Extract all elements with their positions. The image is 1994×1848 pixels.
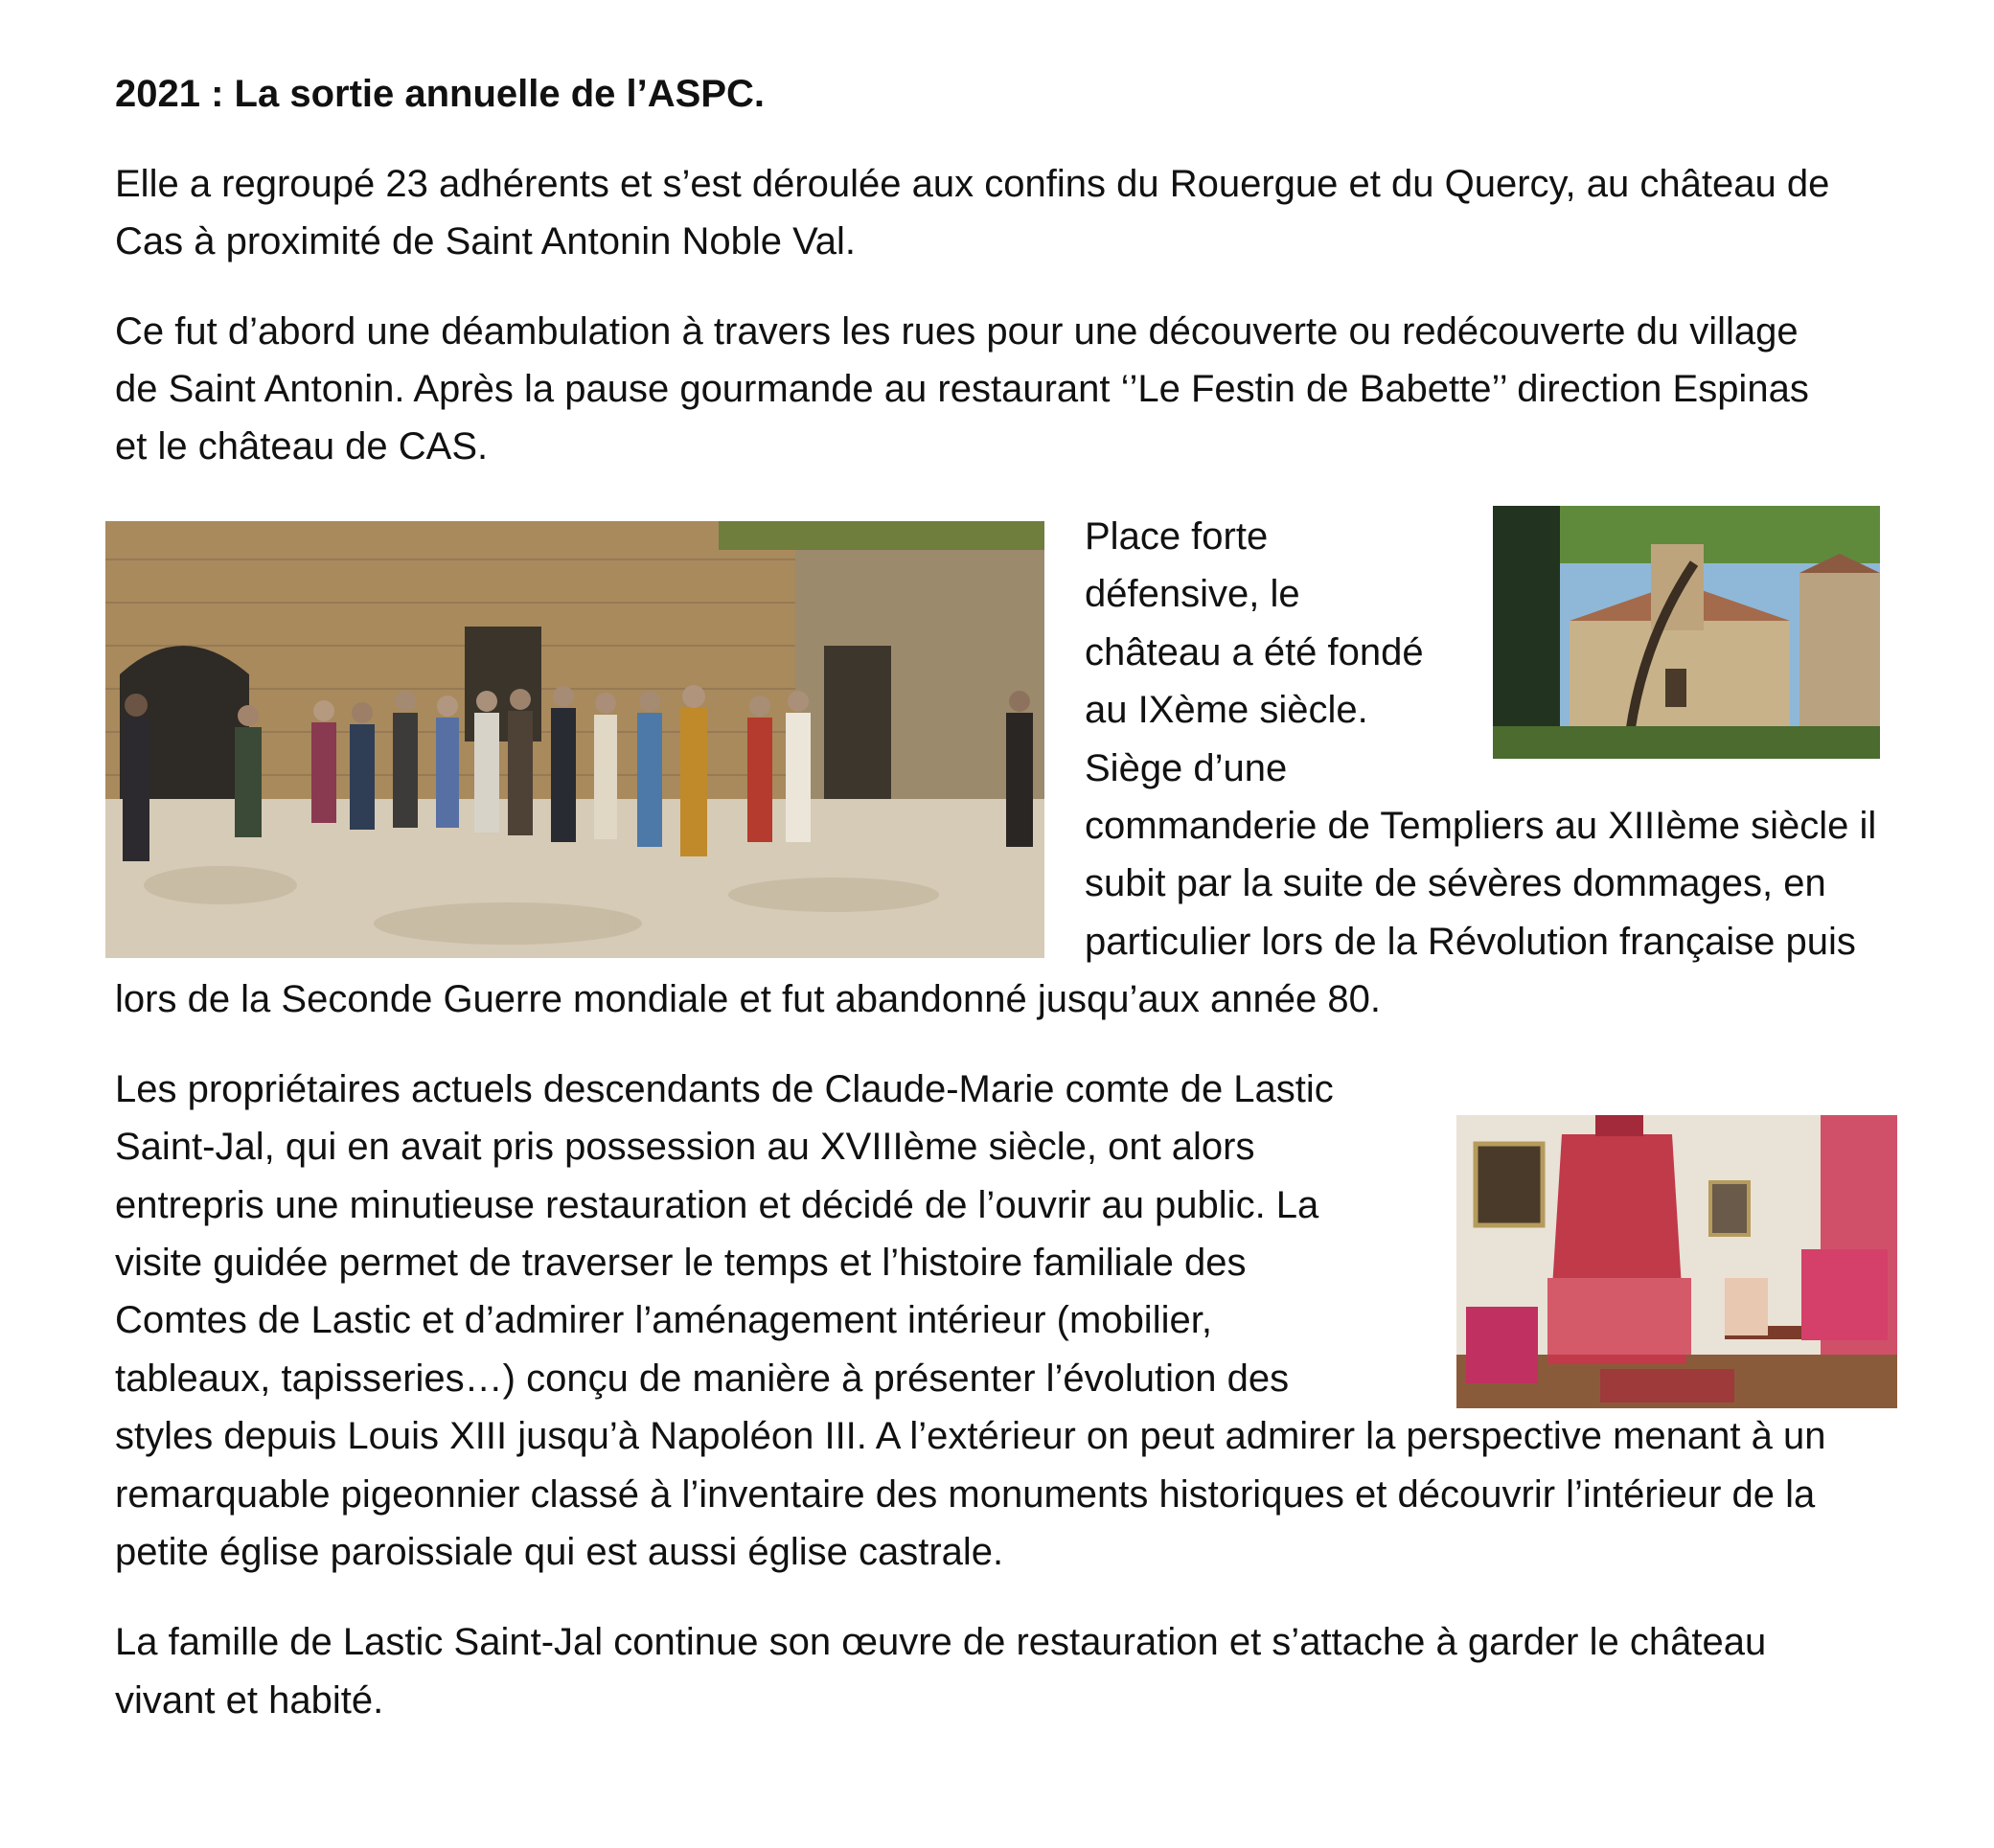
paragraph-5-line-2: vivant et habité.: [115, 1679, 384, 1722]
paragraph-3-line-5: Siège d’une: [1085, 747, 1288, 789]
paragraph-4-line-1: Les propriétaires actuels descendants de Claude-Marie comte de Lastic: [115, 1068, 1334, 1110]
paragraph-2-line-3: et le château de CAS.: [115, 425, 489, 468]
paragraph-3-line-6: commanderie de Templiers au XIIIème siècle il: [1085, 805, 1877, 847]
paragraph-4-line-3: entrepris une minutieuse restauration et décidé de l’ouvrir au public. La: [115, 1184, 1319, 1226]
paragraph-3-line-2: défensive, le: [1085, 573, 1300, 615]
paragraph-3-line-8: particulier lors de la Révolution française puis: [1085, 921, 1856, 963]
paragraph-4-line-9: petite église paroissiale qui est aussi église castrale.: [115, 1531, 1004, 1573]
paragraph-3-line-1: Place forte: [1085, 515, 1269, 558]
paragraph-1-line-1: Elle a regroupé 23 adhérents et s’est déroulée aux confins du Rouergue et du Quercy, au château de: [115, 163, 1830, 205]
paragraph-4-line-6: tableaux, tapisseries…) conçu de manière à présenter l’évolution des: [115, 1357, 1290, 1400]
paragraph-4-line-4: visite guidée permet de traverser le temps et l’histoire familiale des: [115, 1242, 1247, 1284]
church-exterior-photo: [1493, 506, 1880, 759]
group-visit-photo: [105, 521, 1044, 958]
paragraph-3-line-3: château a été fondé: [1085, 631, 1424, 673]
paragraph-4-line-7: styles depuis Louis XIII jusqu’à Napoléon III. A l’extérieur on peut admirer la perspective menant à un: [115, 1415, 1826, 1457]
paragraph-4-line-5: Comtes de Lastic et d’admirer l’aménagement intérieur (mobilier,: [115, 1299, 1212, 1341]
paragraph-4-line-2: Saint-Jal, qui en avait pris possession au XVIIIème siècle, ont alors: [115, 1126, 1255, 1168]
paragraph-3-line-4: au IXème siècle.: [1085, 689, 1368, 731]
paragraph-4-line-8: remarquable pigeonnier classé à l’inventaire des monuments historiques et découvrir l’intérieur de la: [115, 1473, 1816, 1516]
document-title: 2021 : La sortie annuelle de l’ASPC.: [115, 73, 766, 115]
paragraph-3-line-9: lors de la Seconde Guerre mondiale et fut abandonné jusqu’aux année 80.: [115, 978, 1381, 1020]
paragraph-3-line-7: subit par la suite de sévères dommages, en: [1085, 862, 1826, 904]
paragraph-5-line-1: La famille de Lastic Saint-Jal continue son œuvre de restauration et s’attache à garder le château: [115, 1621, 1767, 1663]
paragraph-1-line-2: Cas à proximité de Saint Antonin Noble Val.: [115, 220, 857, 262]
paragraph-2-line-2: de Saint Antonin. Après la pause gourmande au restaurant ‘’Le Festin de Babette’’ direction Espinas: [115, 368, 1809, 410]
bedroom-interior-photo: [1456, 1115, 1897, 1408]
paragraph-2-line-1: Ce fut d’abord une déambulation à travers les rues pour une découverte ou redécouverte du village: [115, 310, 1799, 353]
